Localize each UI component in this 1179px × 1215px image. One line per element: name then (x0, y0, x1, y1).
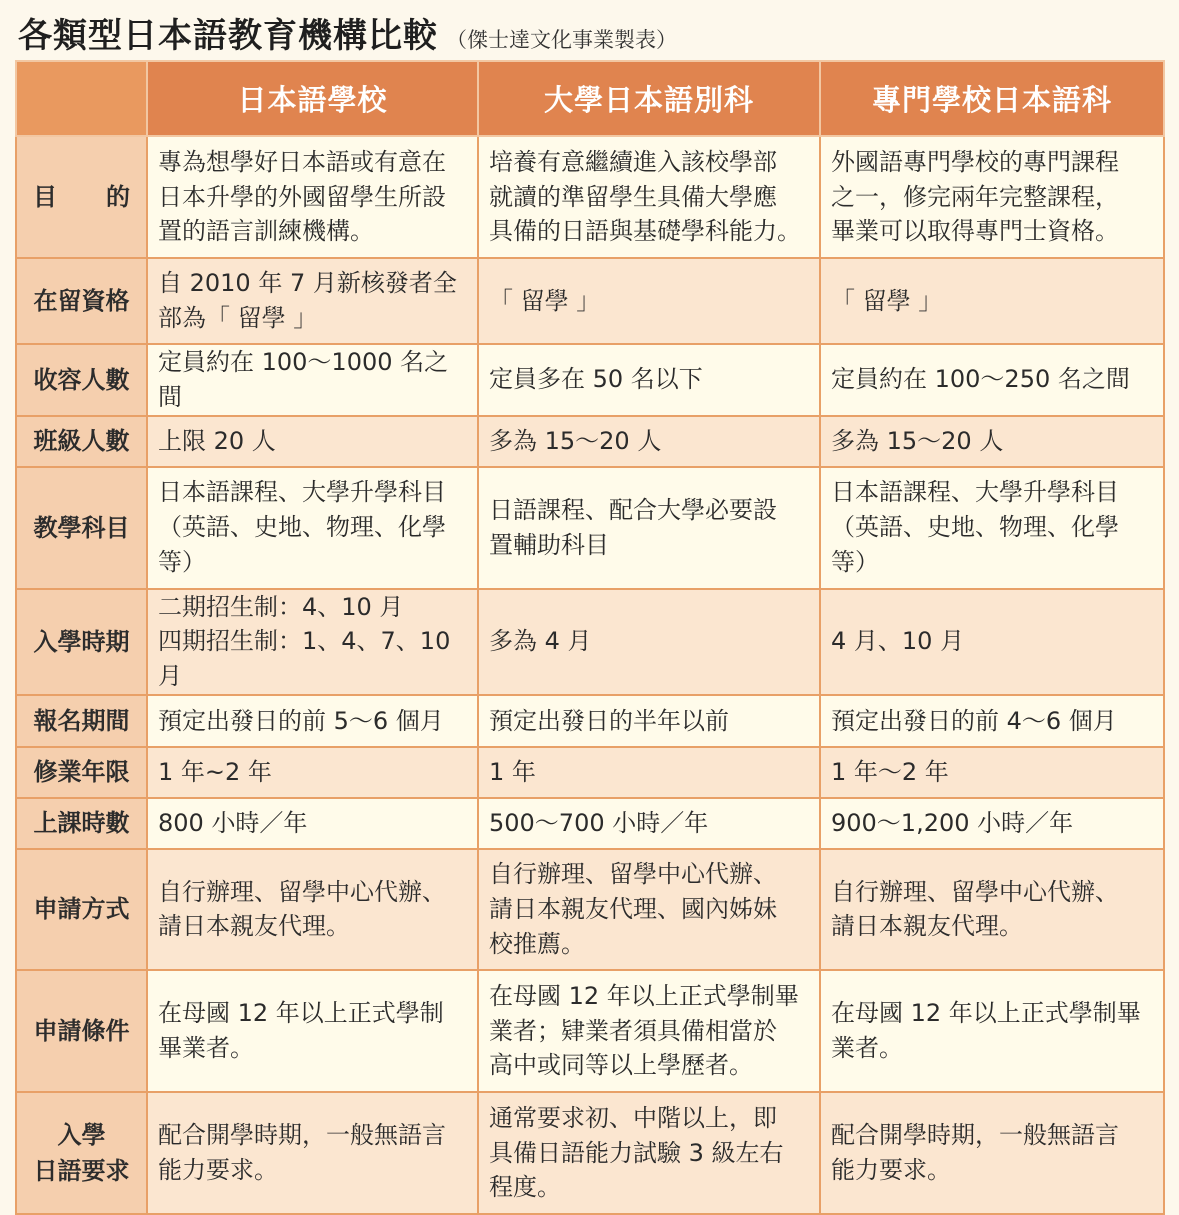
table-cell: 定員多在 50 名以下 (478, 344, 820, 416)
row-label: 在留資格 (16, 258, 147, 344)
table-row (16, 970, 1164, 1092)
table-cell: 配合開學時期，一般無語言 能力要求。 (820, 1092, 1164, 1214)
table-row (16, 416, 1164, 467)
row-label: 班級人數 (16, 416, 147, 467)
table-row (16, 747, 1164, 798)
table-cell: 自 2010 年 7 月新核發者全 部為「 留學 」 (147, 258, 478, 344)
table-cell: 自行辦理、留學中心代辦、 請日本親友代理。 (820, 849, 1164, 970)
table-cell: 定員約在 100～250 名之間 (820, 344, 1164, 416)
row-label: 報名期間 (16, 695, 147, 747)
table-cell: 1 年~2 年 (147, 747, 478, 798)
table-row (16, 849, 1164, 970)
table-cell: 在母國 12 年以上正式學制畢 業者；肄業者須具備相當於 高中或同等以上學歷者。 (478, 970, 820, 1092)
table-row (16, 344, 1164, 416)
table-cell: 多為 4 月 (478, 589, 820, 695)
table-cell: 二期招生制：4、10 月 四期招生制：1、4、7、10 月 (147, 589, 478, 695)
table-cell: 多為 15～20 人 (820, 416, 1164, 467)
table-row (16, 136, 1164, 258)
table-row (16, 798, 1164, 849)
table-cell: 「 留學 」 (478, 258, 820, 344)
row-label: 收容人數 (16, 344, 147, 416)
row-label: 申請方式 (16, 849, 147, 970)
table-row (16, 467, 1164, 589)
table-cell: 4 月、10 月 (820, 589, 1164, 695)
comparison-table (15, 60, 1165, 1215)
column-header: 日本語學校 (147, 61, 478, 136)
table-cell: 外國語專門學校的專門課程 之一，修完兩年完整課程， 畢業可以取得專門士資格。 (820, 136, 1164, 258)
table-cell: 日語課程、配合大學必要設 置輔助科目 (478, 467, 820, 589)
table-row (16, 589, 1164, 695)
row-label: 修業年限 (16, 747, 147, 798)
row-label: 教學科目 (16, 467, 147, 589)
column-header: 專門學校日本語科 (820, 61, 1164, 136)
table-cell: 通常要求初、中階以上，即 具備日語能力試驗 3 級左右 程度。 (478, 1092, 820, 1214)
table-cell: 定員約在 100～1000 名之間 (147, 344, 478, 416)
row-label: 目 的 (16, 136, 147, 258)
table-cell: 自行辦理、留學中心代辦、 請日本親友代理、國內姊妹 校推薦。 (478, 849, 820, 970)
table-cell: 在母國 12 年以上正式學制畢 業者。 (820, 970, 1164, 1092)
header-row (16, 61, 1164, 136)
row-label: 入學時期 (16, 589, 147, 695)
table-cell: 1 年 (478, 747, 820, 798)
table-cell: 800 小時／年 (147, 798, 478, 849)
row-label: 申請條件 (16, 970, 147, 1092)
column-header: 大學日本語別科 (478, 61, 820, 136)
table-cell: 預定出發日的前 5～6 個月 (147, 695, 478, 747)
table-cell: 在母國 12 年以上正式學制 畢業者。 (147, 970, 478, 1092)
table-cell: 配合開學時期，一般無語言 能力要求。 (147, 1092, 478, 1214)
table-cell: 1 年～2 年 (820, 747, 1164, 798)
page-title: 各類型日本語教育機構比較 (18, 16, 438, 56)
table-cell: 日本語課程、大學升學科目 （英語、史地、物理、化學 等） (147, 467, 478, 589)
table-cell: 900～1,200 小時／年 (820, 798, 1164, 849)
source-note: （傑士達文化事業製表） (446, 28, 677, 52)
header-corner (16, 61, 147, 136)
table-cell: 預定出發日的前 4～6 個月 (820, 695, 1164, 747)
table-cell: 專為想學好日本語或有意在 日本升學的外國留學生所設 置的語言訓練機構。 (147, 136, 478, 258)
table-cell: 日本語課程、大學升學科目 （英語、史地、物理、化學 等） (820, 467, 1164, 589)
page-title-block (18, 8, 677, 58)
table-row (16, 1092, 1164, 1214)
table-cell: 500～700 小時／年 (478, 798, 820, 849)
table-cell: 培養有意繼續進入該校學部 就讀的準留學生具備大學應 具備的日語與基礎學科能力。 (478, 136, 820, 258)
table-cell: 上限 20 人 (147, 416, 478, 467)
table-cell: 「 留學 」 (820, 258, 1164, 344)
table-row (16, 695, 1164, 747)
row-label: 入學 日語要求 (16, 1092, 147, 1214)
row-label: 上課時數 (16, 798, 147, 849)
table-cell: 預定出發日的半年以前 (478, 695, 820, 747)
table-cell: 多為 15～20 人 (478, 416, 820, 467)
table-row (16, 258, 1164, 344)
table-cell: 自行辦理、留學中心代辦、 請日本親友代理。 (147, 849, 478, 970)
